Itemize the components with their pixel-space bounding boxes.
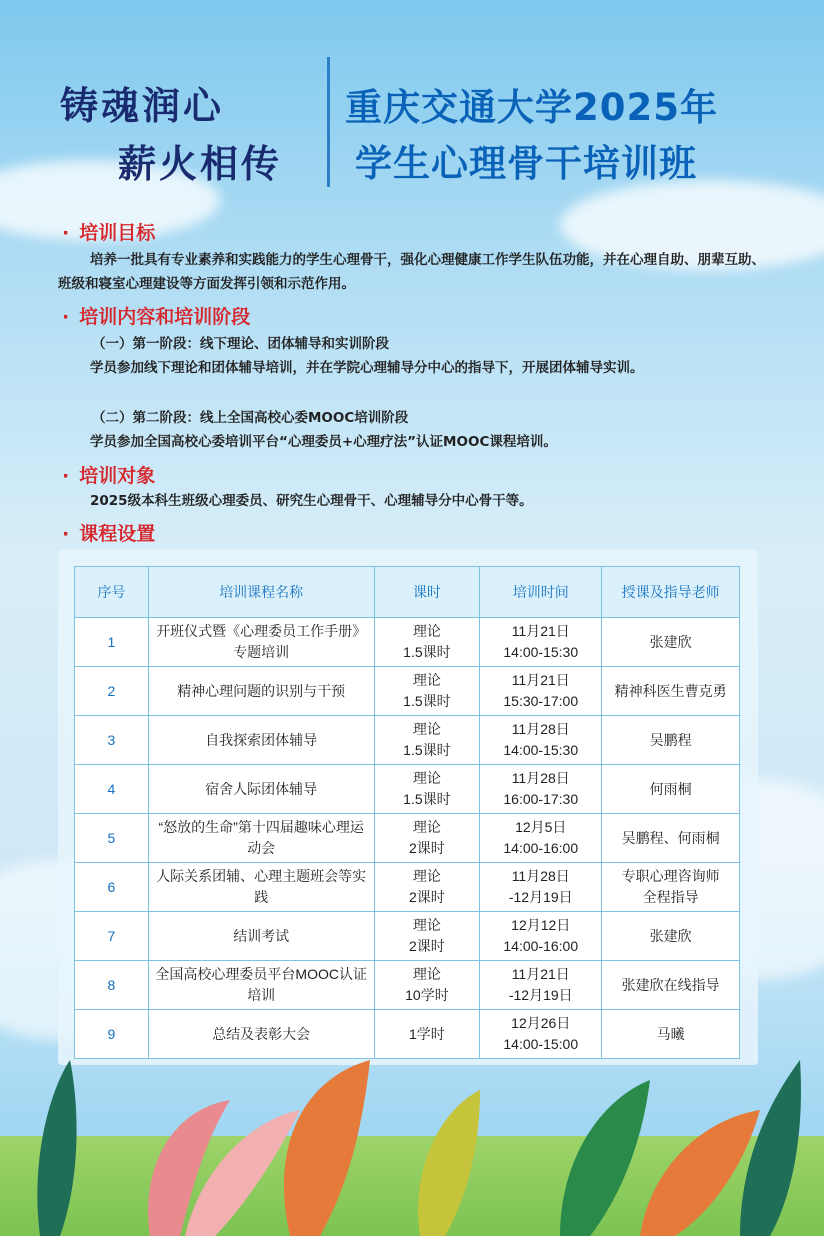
target-text: 2025级本科生班级心理委员、研究生心理骨干、心理辅导分中心骨干等。 bbox=[90, 493, 533, 509]
header-hours: 课时 bbox=[374, 567, 480, 618]
table-row bbox=[75, 618, 740, 667]
cell-no: 2 bbox=[75, 667, 149, 716]
cell-course-name: 自我探索团体辅导 bbox=[148, 716, 374, 765]
section-heading-course bbox=[62, 519, 155, 546]
table-body bbox=[75, 618, 740, 1059]
cell-hours: 理论 1.5课时 bbox=[374, 667, 480, 716]
cell-no: 6 bbox=[75, 863, 149, 912]
cell-no: 3 bbox=[75, 716, 149, 765]
cell-teacher: 张建欣 bbox=[602, 912, 740, 961]
cell-time: 12月5日 14:00-16:00 bbox=[480, 814, 602, 863]
bullet-dot-icon: · bbox=[62, 306, 70, 328]
cell-teacher: 吴鹏程 bbox=[602, 716, 740, 765]
goal-text: 培养一批具有专业素养和实践能力的学生心理骨干，强化心理健康工作学生队伍功能，并在心理自助、朋辈互助、班级和寝室心理建设等方面发挥引领和示范作用。 bbox=[58, 252, 765, 292]
cell-time: 12月26日 14:00-15:00 bbox=[480, 1010, 602, 1059]
table-header-row bbox=[75, 567, 740, 618]
cell-hours: 理论 10学时 bbox=[374, 961, 480, 1010]
section-heading-text: 培训内容和培训阶段 bbox=[79, 306, 251, 328]
cell-hours: 1学时 bbox=[374, 1010, 480, 1059]
cell-hours: 理论 1.5课时 bbox=[374, 765, 480, 814]
section-heading-text: 课程设置 bbox=[79, 523, 156, 545]
header-teacher: 授课及指导老师 bbox=[602, 567, 740, 618]
cell-teacher: 张建欣在线指导 bbox=[602, 961, 740, 1010]
cell-hours: 理论 1.5课时 bbox=[374, 716, 480, 765]
stage1-text: 学员参加线下理论和团体辅导培训，并在学院心理辅导分中心的指导下，开展团体辅导实训。 bbox=[90, 360, 644, 376]
slogan-line1: 铸魂润心 bbox=[60, 84, 225, 128]
header-divider bbox=[327, 57, 330, 187]
cell-time: 11月28日 -12月19日 bbox=[480, 863, 602, 912]
section-heading-goal bbox=[62, 218, 155, 245]
table-row bbox=[75, 716, 740, 765]
cell-teacher: 何雨桐 bbox=[602, 765, 740, 814]
section-heading-text: 培训目标 bbox=[79, 222, 156, 244]
cell-no: 1 bbox=[75, 618, 149, 667]
cell-teacher: 马曦 bbox=[602, 1010, 740, 1059]
bullet-dot-icon: · bbox=[62, 523, 70, 545]
table-row bbox=[75, 765, 740, 814]
poster-header bbox=[0, 55, 824, 190]
cell-hours: 理论 2课时 bbox=[374, 814, 480, 863]
cell-no: 9 bbox=[75, 1010, 149, 1059]
stage1-title: （一）第一阶段：线下理论、团体辅导和实训阶段 bbox=[92, 336, 389, 352]
course-table bbox=[74, 566, 740, 1059]
table-row bbox=[75, 667, 740, 716]
cell-time: 11月21日 -12月19日 bbox=[480, 961, 602, 1010]
bullet-dot-icon: · bbox=[62, 222, 70, 244]
header-no: 序号 bbox=[75, 567, 149, 618]
stage2-text: 学员参加全国高校心委培训平台“心理委员+心理疗法”认证MOOC课程培训。 bbox=[90, 434, 557, 450]
header-course-name: 培训课程名称 bbox=[148, 567, 374, 618]
header-time: 培训时间 bbox=[480, 567, 602, 618]
cell-course-name: 结训考试 bbox=[148, 912, 374, 961]
cell-course-name: 开班仪式暨《心理委员工作手册》专题培训 bbox=[148, 618, 374, 667]
cell-course-name: 总结及表彰大会 bbox=[148, 1010, 374, 1059]
cell-teacher: 吴鹏程、何雨桐 bbox=[602, 814, 740, 863]
cell-teacher: 张建欣 bbox=[602, 618, 740, 667]
cell-time: 12月12日 14:00-16:00 bbox=[480, 912, 602, 961]
stage2-title: （二）第二阶段：线上全国高校心委MOOC培训阶段 bbox=[92, 410, 409, 426]
cell-course-name: 全国高校心理委员平台MOOC认证培训 bbox=[148, 961, 374, 1010]
cell-teacher: 专职心理咨询师 全程指导 bbox=[602, 863, 740, 912]
cell-no: 5 bbox=[75, 814, 149, 863]
cell-no: 4 bbox=[75, 765, 149, 814]
table-row bbox=[75, 863, 740, 912]
plant-decoration-icon bbox=[0, 1000, 824, 1236]
cell-hours: 理论 2课时 bbox=[374, 863, 480, 912]
poster-title-line2: 学生心理骨干培训班 bbox=[355, 142, 697, 185]
slogan-line2: 薪火相传 bbox=[118, 142, 283, 186]
cell-course-name: 宿舍人际团体辅导 bbox=[148, 765, 374, 814]
cell-hours: 理论 1.5课时 bbox=[374, 618, 480, 667]
section-heading-content bbox=[62, 302, 250, 329]
course-table-panel bbox=[58, 550, 758, 1065]
cell-teacher: 精神科医生曹克勇 bbox=[602, 667, 740, 716]
cell-no: 8 bbox=[75, 961, 149, 1010]
poster-title-line1: 重庆交通大学2025年 bbox=[345, 86, 718, 129]
table-row bbox=[75, 912, 740, 961]
cell-course-name: 精神心理问题的识别与干预 bbox=[148, 667, 374, 716]
cell-no: 7 bbox=[75, 912, 149, 961]
cell-time: 11月28日 16:00-17:30 bbox=[480, 765, 602, 814]
cell-hours: 理论 2课时 bbox=[374, 912, 480, 961]
cell-time: 11月21日 14:00-15:30 bbox=[480, 618, 602, 667]
section-heading-target bbox=[62, 461, 155, 488]
bullet-dot-icon: · bbox=[62, 465, 70, 487]
table-row bbox=[75, 814, 740, 863]
cell-course-name: “怒放的生命”第十四届趣味心理运动会 bbox=[148, 814, 374, 863]
cell-time: 11月21日 15:30-17:00 bbox=[480, 667, 602, 716]
cell-course-name: 人际关系团辅、心理主题班会等实践 bbox=[148, 863, 374, 912]
cell-time: 11月28日 14:00-15:30 bbox=[480, 716, 602, 765]
section-heading-text: 培训对象 bbox=[79, 465, 156, 487]
